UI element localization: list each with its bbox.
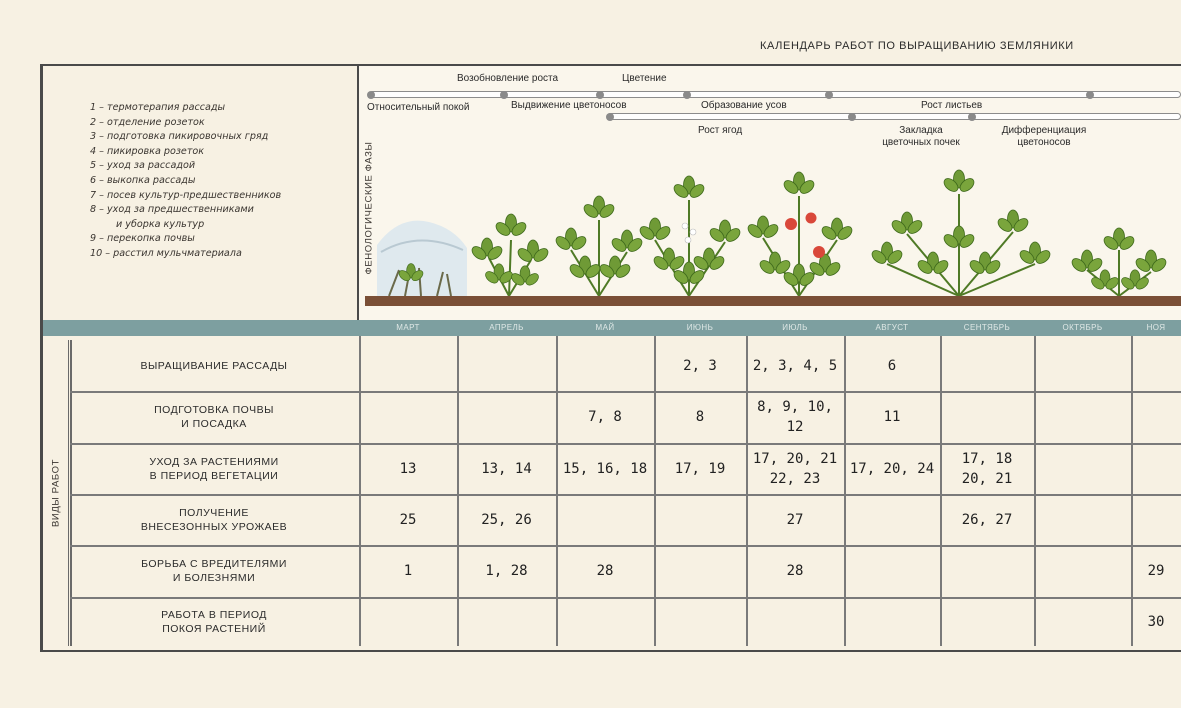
table-cell: 13 — [399, 460, 417, 477]
table-cell: 17, 20, 21 22, 23 — [752, 450, 838, 487]
legend-item: 3 – подготовка пикировочных гряд — [90, 131, 269, 143]
phase-runners: Образование усов — [701, 100, 787, 111]
legend-list — [90, 101, 352, 262]
legend-item: 10 – расстил мульчматериала — [90, 247, 242, 259]
table-cell: 15, 16, 18 — [562, 460, 648, 477]
bushy-plant — [870, 170, 1053, 296]
row-label — [72, 545, 356, 597]
legend-item: 9 – перекопка почвы — [90, 233, 195, 245]
row-label-line: ВНЕСЕЗОННЫХ УРОЖАЕВ — [140, 520, 288, 533]
phase-marker — [1086, 91, 1094, 99]
legend-item: 5 – уход за рассадой — [90, 160, 196, 172]
table-cell — [1034, 443, 1131, 494]
legend-item: 2 – отделение розеток — [90, 116, 205, 128]
row-label-line: ПОЛУЧЕНИЕ — [179, 506, 249, 519]
row-label — [72, 391, 356, 443]
row-label — [72, 597, 356, 647]
phase-leaves: Рост листьев — [921, 100, 983, 111]
table-cell: 11 — [883, 409, 901, 425]
row-label — [72, 443, 356, 494]
table-cell — [1034, 597, 1131, 647]
table-cell: 17, 19 — [674, 460, 726, 477]
month-label: СЕНТЯБРЬ — [963, 323, 1011, 332]
table-cell: 30 — [1147, 614, 1165, 630]
month-label: МАЙ — [595, 323, 615, 332]
legend-item: и уборка культур — [116, 218, 205, 230]
phase-flowering: Цветение — [622, 73, 667, 84]
table-cell: 29 — [1147, 563, 1165, 579]
table-cell — [940, 340, 1034, 391]
table-cell — [844, 545, 940, 597]
phase-resumption: Возобновление роста — [457, 73, 559, 84]
table-cell — [1034, 340, 1131, 391]
row-label-line: И БОЛЕЗНЯМИ — [172, 572, 256, 584]
phase-track-top — [369, 91, 1181, 98]
phase-marker — [848, 113, 856, 121]
table-cell — [654, 494, 746, 545]
table-cell — [556, 340, 654, 391]
table-cell — [457, 391, 556, 443]
soil-strip — [365, 296, 1181, 306]
table-cell: 27 — [786, 511, 804, 528]
row-label-line: РАБОТА В ПЕРИОД — [161, 609, 267, 621]
table-cell — [654, 597, 746, 647]
phase-marker — [683, 91, 691, 99]
fruiting-plant — [746, 172, 855, 296]
row-label — [72, 494, 356, 545]
table-cell — [1131, 340, 1181, 391]
strawberry-growth-illustration — [359, 160, 1181, 306]
table-cell — [1034, 494, 1131, 545]
autumn-plant — [1070, 228, 1169, 296]
phase-marker — [968, 113, 976, 121]
table-cell — [940, 391, 1034, 443]
page-title: КАЛЕНДАРЬ РАБОТ ПО ВЫРАЩИВАНИЮ ЗЕМЛЯНИКИ — [760, 40, 1074, 52]
phase-diff-line2: цветоносов — [1017, 137, 1071, 148]
table-cell: 1 — [403, 563, 413, 579]
phase-differentiation — [990, 125, 1098, 149]
phase-buds-line2: цветочных почек — [882, 137, 960, 148]
table-cell: 1, 28 — [485, 563, 528, 579]
month-label: ОКТЯБРЬ — [1062, 323, 1103, 332]
table-cell — [654, 545, 746, 597]
table-cell — [940, 545, 1034, 597]
legend-item: 1 – термотерапия рассады — [90, 102, 226, 113]
table-cell — [1131, 494, 1181, 545]
legend-item: 8 – уход за предшественниками — [90, 204, 254, 216]
phase-marker — [500, 91, 508, 99]
table-cell: 8 — [695, 409, 705, 425]
month-label: ИЮЛЬ — [782, 323, 808, 332]
table-cell: 17, 18 20, 21 — [961, 450, 1013, 487]
young-plant — [470, 214, 551, 296]
phase-peduncles: Выдвижение цветоносов — [511, 100, 627, 111]
table-cell: 2, 3, 4, 5 — [752, 357, 838, 374]
table-cell: 25, 26 — [481, 511, 532, 528]
phase-marker — [825, 91, 833, 99]
month-label: АВГУСТ — [875, 323, 909, 332]
table-cell — [556, 494, 654, 545]
growing-plant — [554, 196, 645, 296]
table-cell — [746, 597, 844, 647]
phase-dormancy: Относительный покой — [367, 102, 470, 113]
table-cell — [844, 597, 940, 647]
phase-diff-line1: Дифференциация — [1001, 125, 1087, 136]
row-label-line: УХОД ЗА РАСТЕНИЯМИ — [149, 455, 279, 468]
table-cell: 25 — [399, 511, 417, 528]
legend-item: 6 – выкопка рассады — [90, 174, 196, 186]
table-cell — [359, 340, 457, 391]
table-cell: 2, 3 — [683, 357, 717, 374]
table-cell — [457, 597, 556, 647]
row-label-line: ПОКОЯ РАСТЕНИЙ — [162, 623, 266, 635]
row-label-line: И ПОСАДКА — [181, 418, 247, 430]
work-types-label-text: ВИДЫ РАБОТ — [50, 458, 62, 528]
table-cell — [1131, 443, 1181, 494]
snow-covered-plant — [377, 221, 467, 296]
row-label-line: ПОДГОТОВКА ПОЧВЫ — [154, 404, 274, 416]
phase-track-bottom — [607, 113, 1181, 120]
table-cell: 26, 27 — [961, 511, 1013, 528]
table-cell: 6 — [887, 357, 897, 374]
table-cell: 7, 8 — [588, 409, 622, 425]
phase-buds — [866, 125, 976, 149]
phase-marker — [596, 91, 604, 99]
phase-marker — [606, 113, 614, 121]
phase-marker — [367, 91, 375, 99]
table-cell — [1034, 545, 1131, 597]
row-label-line: БОРЬБА С ВРЕДИТЕЛЯМИ — [141, 558, 287, 570]
table-cell — [940, 597, 1034, 647]
row-label — [72, 340, 356, 391]
legend-item: 7 – посев культур-предшественников — [90, 189, 282, 201]
table-cell — [359, 391, 457, 443]
legend-item: 4 – пикировка розеток — [90, 145, 205, 157]
table-cell — [457, 340, 556, 391]
phenology-label-text: ФЕНОЛОГИЧЕСКИЕ ФАЗЫ — [363, 141, 375, 274]
table-cell: 28 — [786, 563, 804, 579]
phase-berries: Рост ягод — [698, 125, 743, 136]
flowering-plant — [638, 176, 743, 296]
work-types-label — [44, 340, 69, 646]
table-cell — [844, 494, 940, 545]
table-cell — [1034, 391, 1131, 443]
table-cell: 13, 14 — [481, 460, 532, 477]
table-cell — [1131, 391, 1181, 443]
row-label-line: ВЫРАЩИВАНИЕ РАССАДЫ — [140, 359, 288, 372]
phase-buds-line1: Закладка — [899, 125, 943, 136]
table-cell: 17, 20, 24 — [849, 460, 935, 477]
row-label-line: В ПЕРИОД ВЕГЕТАЦИИ — [149, 469, 279, 482]
table-cell — [359, 597, 457, 647]
table-cell: 8, 9, 10, 12 — [757, 399, 833, 435]
table-cell: 28 — [596, 563, 614, 579]
table-cell — [556, 597, 654, 647]
month-label: НОЯ — [1146, 323, 1166, 332]
month-label: МАРТ — [396, 323, 420, 332]
month-label: ИЮНЬ — [686, 323, 714, 332]
month-label: АПРЕЛЬ — [489, 323, 524, 332]
